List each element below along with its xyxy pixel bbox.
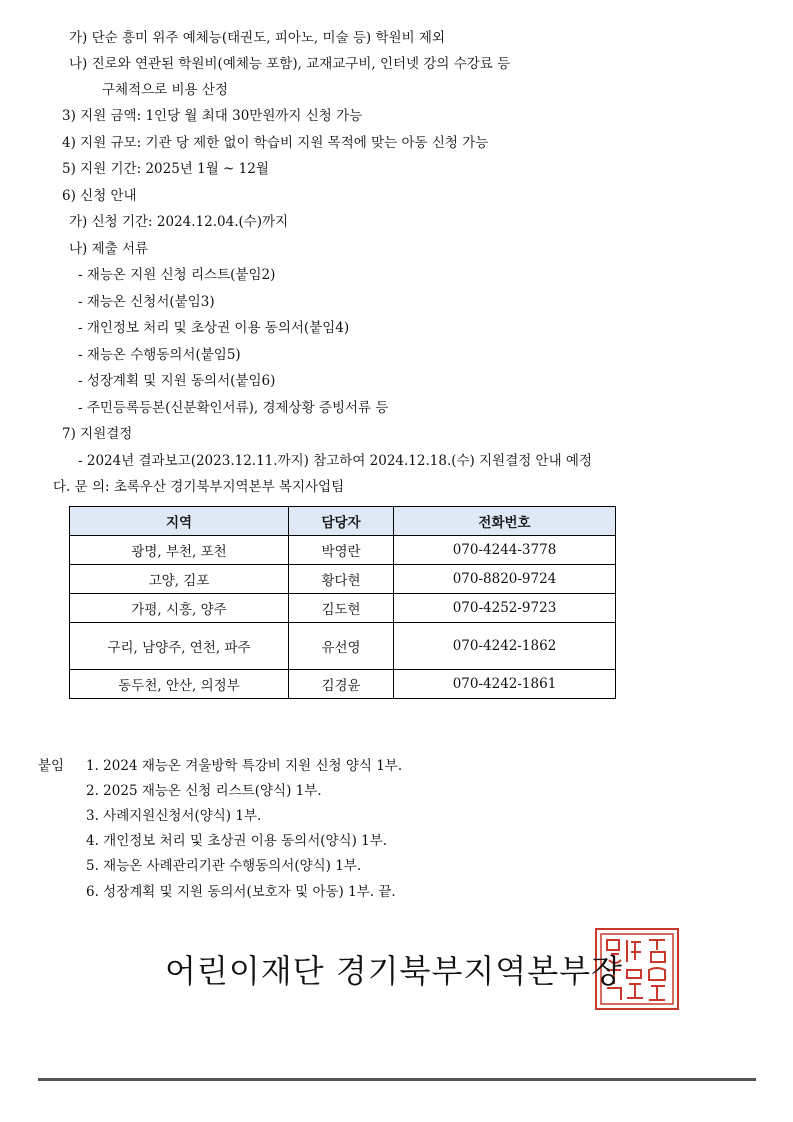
doc-list-item: - 성장계획 및 지원 동의서(붙임6)	[78, 373, 276, 389]
table-header-row	[70, 507, 616, 536]
issuer-signature: 어린이재단 경기북부지역본부장	[165, 952, 623, 990]
item-support-scale: 4) 지원 규모: 기관 당 제한 없이 학습비 지원 목적에 맞는 아동 신청 가능	[62, 135, 489, 151]
cell-phone: 070-4242-1862	[394, 623, 616, 670]
cell-phone: 070-4252-9723	[394, 594, 616, 623]
cell-region: 구리, 남양주, 연천, 파주	[70, 623, 289, 670]
attachment-item: 3. 사례지원신청서(양식) 1부.	[86, 808, 262, 824]
cell-region: 동두천, 안산, 의정부	[70, 670, 289, 699]
doc-list-item: - 재능온 지원 신청 리스트(붙임2)	[78, 267, 276, 283]
item-ga-exclusion: 가) 단순 흥미 위주 예체능(태권도, 피아노, 미술 등) 학원비 제외	[69, 30, 445, 46]
cell-region: 광명, 부천, 포천	[70, 536, 289, 565]
item-na-included-costs: 나) 진로와 연관된 학원비(예체능 포함), 교재교구비, 인터넷 강의 수강료 등	[69, 56, 511, 72]
contact-table	[69, 506, 616, 699]
table-row	[70, 565, 616, 594]
cell-phone: 070-8820-9724	[394, 565, 616, 594]
header-region: 지역	[70, 507, 289, 536]
item-support-decision: 7) 지원결정	[62, 426, 133, 442]
attachment-item: 6. 성장계획 및 지원 동의서(보호자 및 아동) 1부. 끝.	[86, 884, 396, 900]
cell-region: 고양, 김포	[70, 565, 289, 594]
attachment-item: 5. 재능온 사례관리기관 수행동의서(양식) 1부.	[86, 858, 362, 874]
cell-manager: 유선영	[289, 623, 394, 670]
item-application-period: 가) 신청 기간: 2024.12.04.(수)까지	[69, 214, 289, 230]
item-application-guide: 6) 신청 안내	[62, 188, 137, 204]
decision-note: - 2024년 결과보고(2023.12.11.까지) 참고하여 2024.12.18.(수) 지원결정 안내 예정	[78, 453, 593, 469]
doc-list-item: - 주민등록등본(신분확인서류), 경제상황 증빙서류 등	[78, 400, 389, 416]
attachment-item: 2. 2025 재능온 신청 리스트(양식) 1부.	[86, 783, 322, 799]
table-row	[70, 594, 616, 623]
header-phone: 전화번호	[394, 507, 616, 536]
cell-manager: 김경윤	[289, 670, 394, 699]
cell-region: 가평, 시흥, 양주	[70, 594, 289, 623]
table-row	[70, 670, 616, 699]
cell-phone: 070-4244-3778	[394, 536, 616, 565]
cell-phone: 070-4242-1861	[394, 670, 616, 699]
attachment-item: 4. 개인정보 처리 및 초상권 이용 동의서(양식) 1부.	[86, 833, 388, 849]
table-row	[70, 623, 616, 670]
header-manager: 담당자	[289, 507, 394, 536]
footer-divider	[38, 1078, 756, 1081]
table-row	[70, 536, 616, 565]
inquiry-line: 다. 문 의: 초록우산 경기북부지역본부 복지사업팀	[53, 479, 345, 495]
item-na-continuation: 구체적으로 비용 산정	[102, 82, 228, 98]
attachment-item: 1. 2024 재능온 겨울방학 특강비 지원 신청 양식 1부.	[86, 758, 403, 774]
item-support-period: 5) 지원 기간: 2025년 1월 ~ 12월	[62, 161, 269, 177]
doc-list-item: - 재능온 수행동의서(붙임5)	[78, 347, 241, 363]
cell-manager: 박영란	[289, 536, 394, 565]
item-support-amount: 3) 지원 금액: 1인당 월 최대 30만원까지 신청 가능	[62, 108, 363, 124]
doc-list-item: - 개인정보 처리 및 초상권 이용 동의서(붙임4)	[78, 320, 350, 336]
cell-manager: 황다현	[289, 565, 394, 594]
cell-manager: 김도현	[289, 594, 394, 623]
attachments-label: 붙임	[38, 758, 65, 774]
doc-list-item: - 재능온 신청서(붙임3)	[78, 294, 215, 310]
item-submission-docs: 나) 제출 서류	[69, 241, 149, 257]
